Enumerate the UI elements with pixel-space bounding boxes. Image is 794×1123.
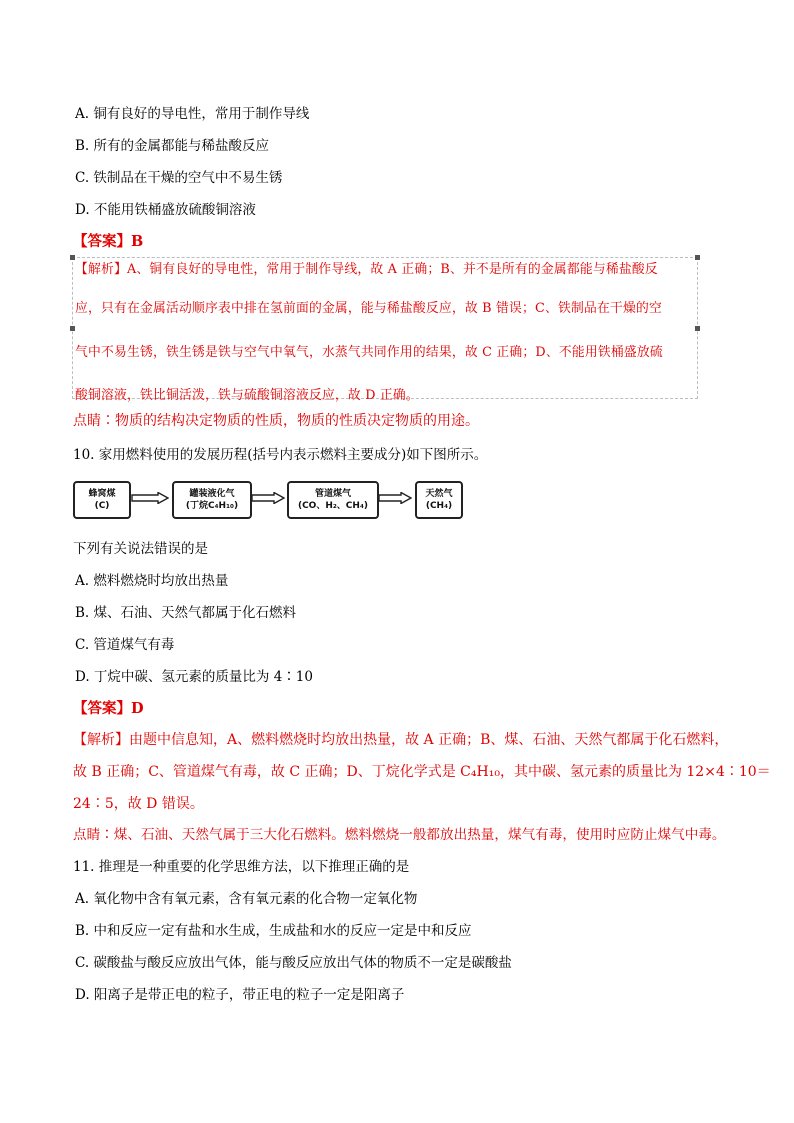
- q10-tip: 点睛∶煤、石油、天然气属于三大化石燃料。燃料燃烧一般都放出热量，煤气有毒，使用时应防止煤气中毒。: [73, 827, 726, 843]
- q9-option-a: A. 铜有良好的导电性，常用于制作导线: [75, 106, 310, 122]
- flow-step-formula: (C): [94, 501, 110, 511]
- q10-option-c: C. 管道煤气有毒: [75, 637, 175, 653]
- q10-explanation-line-1: 【解析】由题中信息知，A、燃料燃烧时均放出热量，故 A 正确；B、煤、石油、天然气都属于化石燃料，: [73, 732, 729, 748]
- q10-option-d: D. 丁烷中碳、氢元素的质量比为 4∶10: [75, 669, 313, 685]
- q9-option-c: C. 铁制品在干燥的空气中不易生锈: [75, 170, 283, 186]
- flow-step-natural-gas: [415, 481, 463, 519]
- flow-step-name: 管道煤气: [314, 489, 351, 499]
- flow-step-lpg: [172, 481, 252, 519]
- flow-step-formula: (CH₄): [425, 501, 453, 511]
- flow-step-name: 蜂窝煤: [88, 489, 116, 499]
- q9-explanation-box: [72, 257, 698, 399]
- flow-step-formula: (CO、H₂、CH₄): [297, 501, 369, 511]
- flow-arrow-icon: [131, 492, 169, 504]
- q9-tip: 点睛∶物质的结构决定物质的性质，物质的性质决定物质的用途。: [73, 413, 479, 429]
- q10-option-b: B. 煤、石油、天然气都属于化石燃料: [75, 605, 297, 621]
- flow-arrow-icon: [251, 492, 285, 504]
- q10-stem: 10. 家用燃料使用的发展历程(括号内表示燃料主要成分)如下图所示。: [73, 447, 488, 463]
- q9-explanation-line-1: 【解析】A、铜有良好的导电性，常用于制作导线，故 A 正确；B、并不是所有的金属都能与稀盐酸反: [75, 262, 658, 277]
- q9-explanation-line-2: 应，只有在金属活动顺序表中排在氢前面的金属，能与稀盐酸反应，故 B 错误；C、铁制品在干燥的空: [75, 301, 662, 316]
- q9-answer: 【答案】B: [73, 233, 144, 250]
- q10-answer: 【答案】D: [73, 700, 144, 717]
- q11-option-a: A. 氧化物中含有氧元素，含有氧元素的化合物一定氧化物: [75, 891, 418, 907]
- q10-explanation-line-2: 故 B 正确；C、管道煤气有毒，故 C 正确；D、丁烷化学式是 C₄H₁₀，其中碳、氢元素的质量比为 12×4∶10＝: [73, 764, 771, 780]
- flow-arrow-icon: [378, 492, 412, 504]
- q10-option-a: A. 燃料燃烧时均放出热量: [75, 573, 229, 589]
- q9-explanation-line-4: 酸铜溶液，铁比铜活泼，铁与硫酸铜溶液反应，故 D 正确。: [75, 388, 419, 403]
- flow-step-honeycomb-coal: [73, 481, 131, 519]
- flow-step-name: 天然气: [425, 489, 453, 499]
- q9-explanation-line-3: 气中不易生锈，铁生锈是铁与空气中氧气，水蒸气共同作用的结果，故 C 正确；D、不能用铁桶盛放硫: [75, 345, 663, 360]
- q10-question: 下列有关说法错误的是: [73, 541, 208, 557]
- q11-stem: 11. 推理是一种重要的化学思维方法，以下推理正确的是: [73, 859, 410, 875]
- q11-option-d: D. 阳离子是带正电的粒子，带正电的粒子一定是阳离子: [75, 987, 405, 1003]
- q9-option-b: B. 所有的金属都能与稀盐酸反应: [75, 138, 270, 154]
- flow-step-formula: (丁烷C₄H₁₀): [185, 501, 239, 511]
- q10-explanation-line-3: 24∶5，故 D 错误。: [73, 796, 204, 812]
- q9-option-d: D. 不能用铁桶盛放硫酸铜溶液: [75, 202, 256, 218]
- flow-step-name: 罐装液化气: [189, 489, 235, 499]
- q11-option-c: C. 碳酸盐与酸反应放出气体，能与酸反应放出气体的物质不一定是碳酸盐: [75, 955, 512, 971]
- flow-step-pipeline-gas: [287, 481, 379, 519]
- q11-option-b: B. 中和反应一定有盐和水生成，生成盐和水的反应一定是中和反应: [75, 923, 472, 939]
